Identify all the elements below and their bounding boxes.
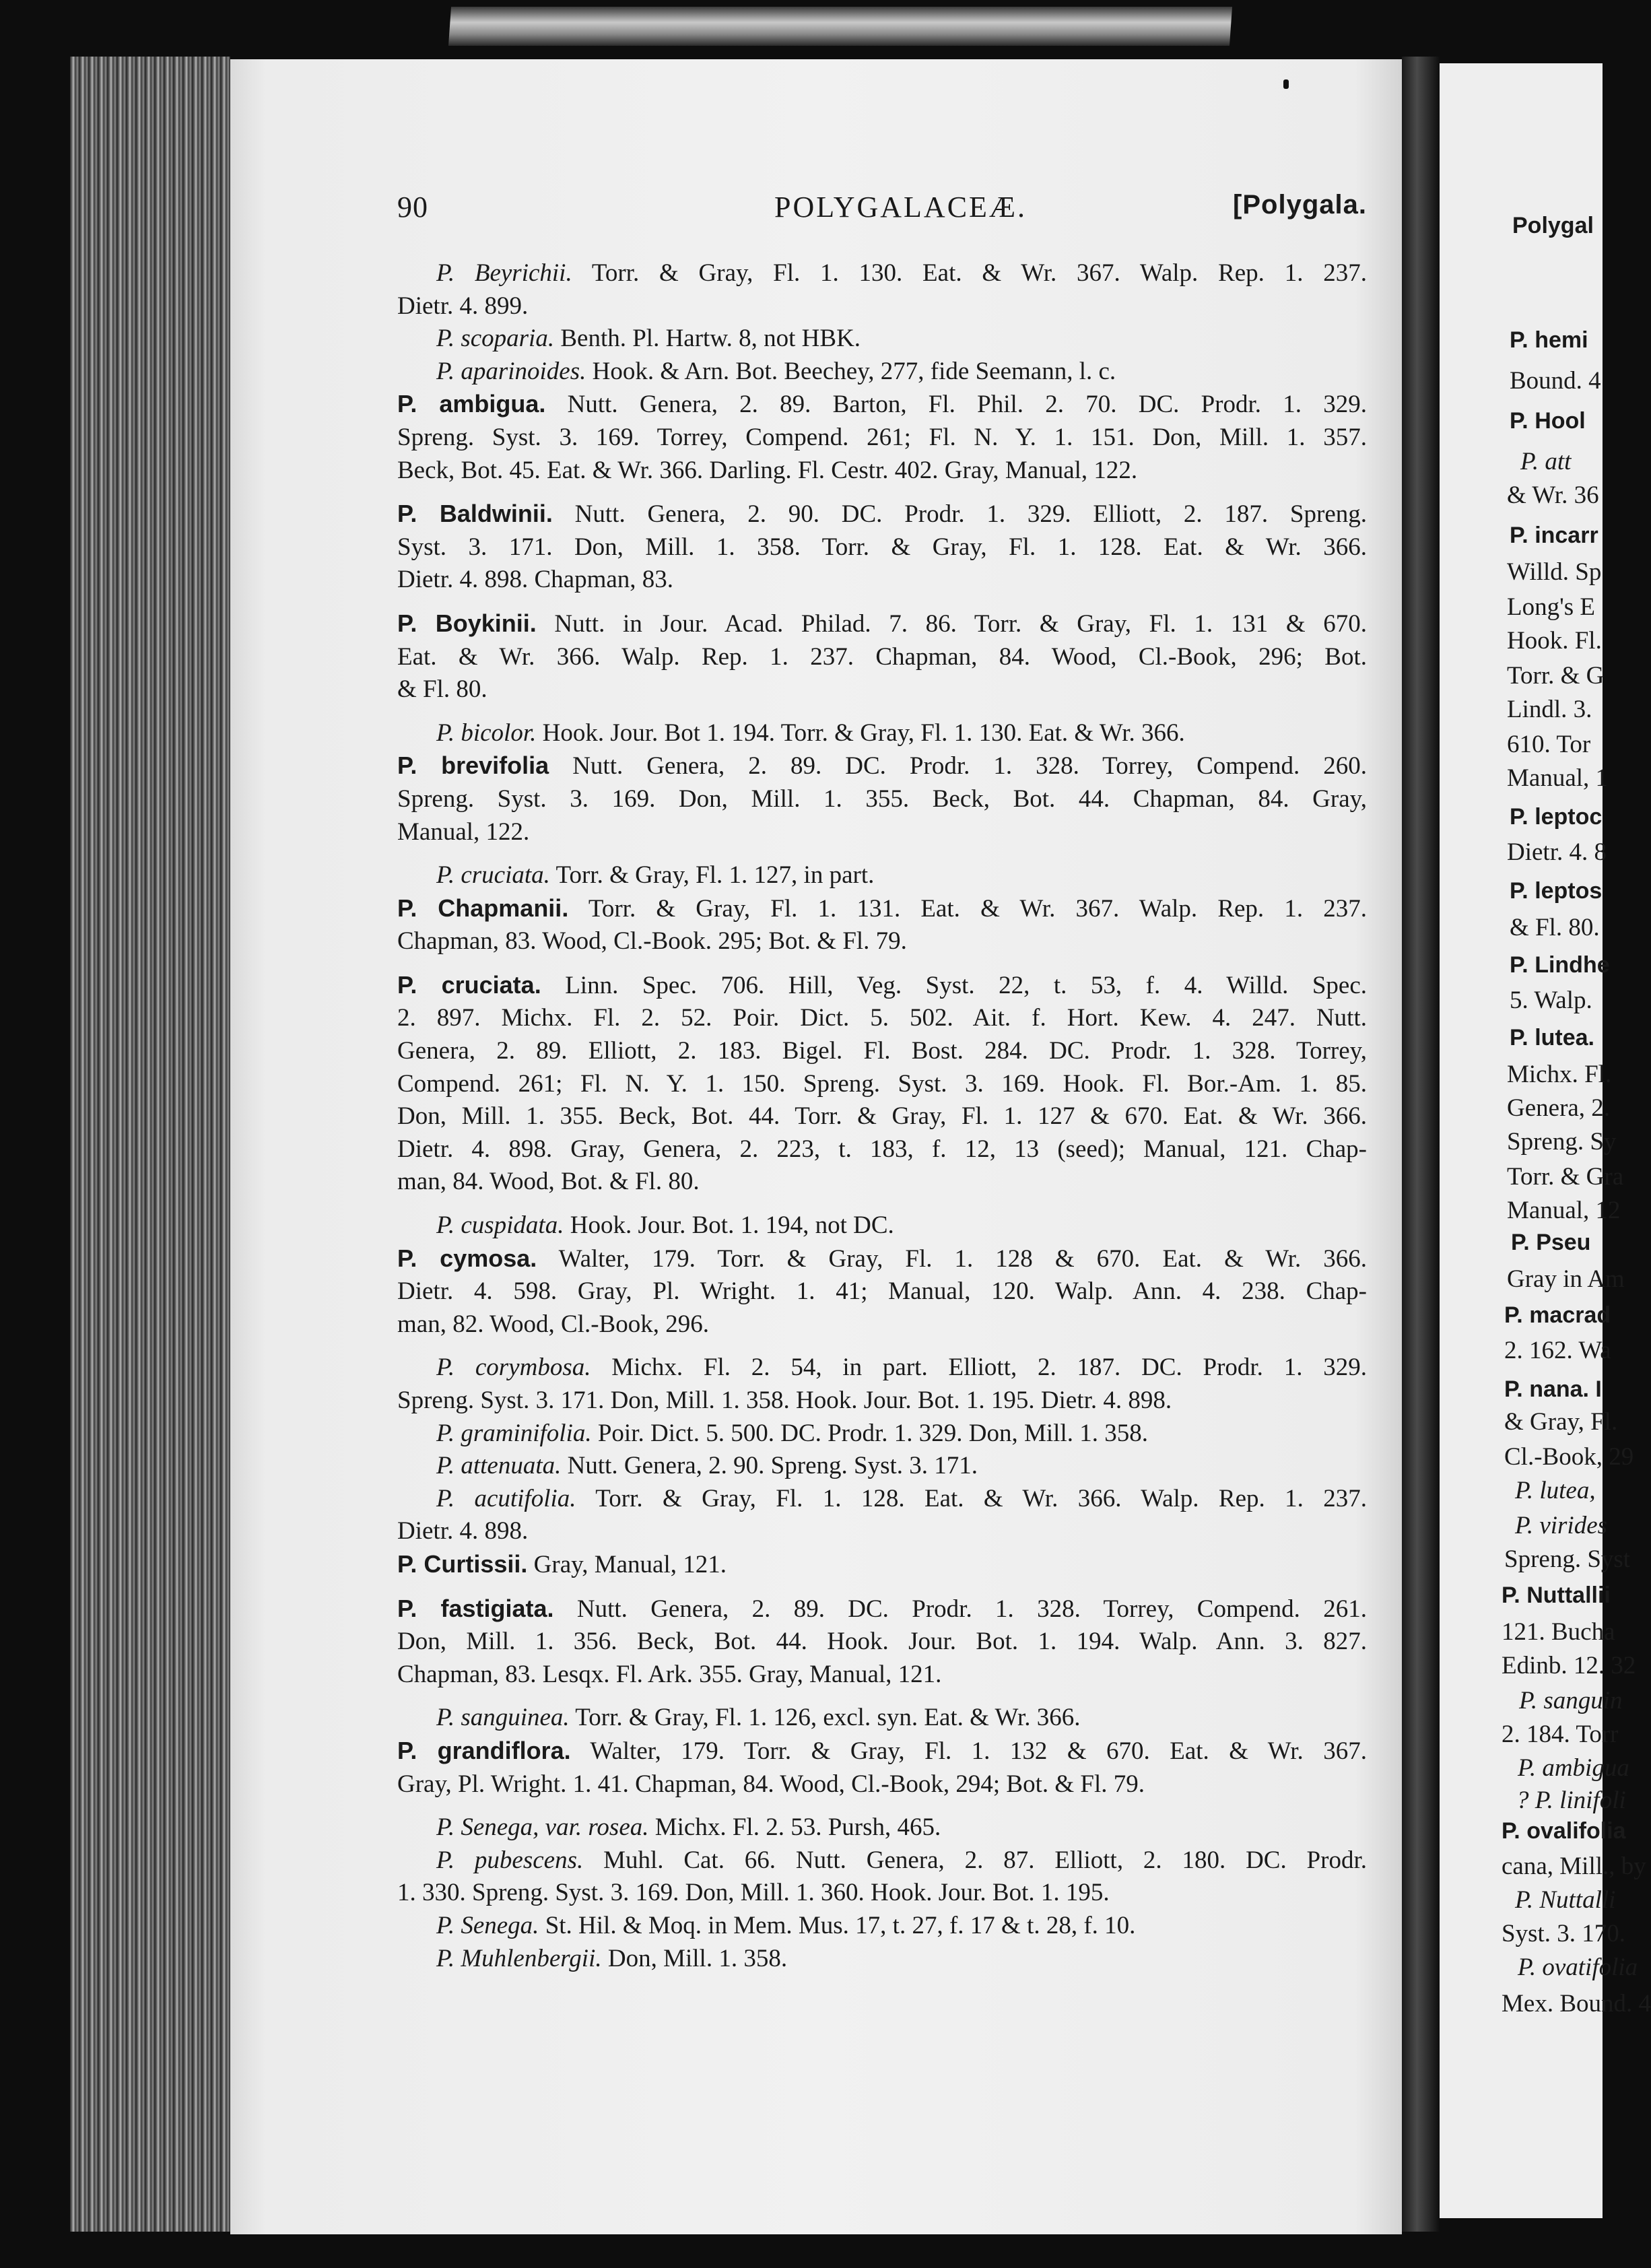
species-name: P. Boykinii.: [397, 609, 537, 637]
right-page-line: Hook. Fl.: [1507, 627, 1602, 655]
right-page-line: 121. Bucha: [1502, 1618, 1615, 1646]
text-line: Beck, Bot. 45. Eat. & Wr. 366. Darling. Fl. Cestr. 402. Gray, Manual, 122.: [397, 456, 1138, 484]
species-name: P. Senega, var. rosea.: [436, 1813, 649, 1842]
text-line: Manual, 122.: [397, 818, 530, 846]
species-entry: [397, 749, 1367, 848]
species-name: P. cruciata.: [397, 970, 541, 999]
species-name: P. bicolor.: [436, 719, 537, 747]
species-entry: [397, 1735, 1367, 1801]
text-line: P. cuspidata. Hook. Jour. Bot. 1. 194, not DC.: [436, 1211, 894, 1240]
right-page-line: 2. 184. Torr: [1502, 1721, 1619, 1748]
text-line: & Fl. 80.: [397, 675, 487, 704]
text-line: man, 84. Wood, Bot. & Fl. 80.: [397, 1168, 700, 1196]
right-page-line: Genera, 2.: [1507, 1094, 1611, 1122]
species-name: P. Curtissii.: [397, 1549, 528, 1578]
right-page-line: Dietr. 4. 8: [1507, 838, 1607, 866]
species-name: P. Muhlenbergii.: [436, 1944, 602, 1972]
species-name: P. cuspidata.: [436, 1211, 564, 1240]
right-page-line: Torr. & Gra: [1507, 1163, 1624, 1191]
running-head: [397, 190, 1367, 230]
species-name: P. Beyrichii.: [436, 259, 572, 287]
species-name: P. grandiflora.: [397, 1736, 571, 1764]
right-page-line: Long's E: [1507, 593, 1596, 621]
right-page-line: P. att: [1520, 448, 1572, 475]
right-page-line: Torr. & G: [1507, 662, 1605, 690]
right-page-line: Edinb. 12. 32: [1502, 1652, 1636, 1679]
right-page-line: 610. Tor: [1507, 731, 1591, 758]
text-line: Syst. 3. 171. Don, Mill. 1. 358. Torr. & Gray, Fl. 1. 128. Eat. & Wr. 366.: [397, 533, 1367, 561]
species-name: P. cymosa.: [397, 1244, 537, 1272]
species-name: P. fastigiata.: [397, 1594, 554, 1622]
text-line: P. acutifolia. Torr. & Gray, Fl. 1. 128. Eat. & Wr. 366. Walp. Rep. 1. 237.: [436, 1484, 1367, 1512]
species-entry: [397, 1242, 1367, 1341]
text-line: Spreng. Syst. 3. 169. Don, Mill. 1. 355. Beck, Bot. 44. Chapman, 84. Gray,: [397, 785, 1367, 813]
right-page-line: Lindl. 3.: [1507, 696, 1592, 723]
synonym-entry: [397, 1844, 1367, 1910]
text-line: P. cruciata. Linn. Spec. 706. Hill, Veg. Syst. 22, t. 53, f. 4. Willd. Spec.: [397, 970, 1367, 999]
text-line: P. Senega, var. rosea. Michx. Fl. 2. 53. Pursh, 465.: [436, 1813, 941, 1842]
synonym-entry: [397, 1811, 1367, 1844]
right-page-line: & Wr. 36: [1507, 481, 1599, 509]
text-line: P. brevifolia Nutt. Genera, 2. 89. DC. Prodr. 1. 328. Torrey, Compend. 260.: [397, 752, 1367, 780]
text-line: P. Senega. St. Hil. & Moq. in Mem. Mus. 17, t. 27, f. 17 & t. 28, f. 10.: [436, 1911, 1136, 1939]
right-page-line: P. hemi: [1510, 327, 1588, 353]
species-name: P. acutifolia.: [436, 1484, 576, 1512]
text-line: Don, Mill. 1. 355. Beck, Bot. 44. Torr. & Gray, Fl. 1. 127 & 670. Eat. & Wr. 366.: [397, 1102, 1367, 1131]
synonym-entry: [397, 356, 1367, 389]
right-page-line: P. sanguin: [1519, 1687, 1623, 1714]
text-line: Eat. & Wr. 366. Walp. Rep. 1. 237. Chapman, 84. Wood, Cl.-Book, 296; Bot.: [397, 642, 1367, 671]
right-page-running-head: Polygal: [1512, 213, 1594, 238]
right-page-line: P. nana. I: [1504, 1376, 1602, 1402]
synonym-entry: [397, 323, 1367, 356]
text-line: P. graminifolia. Poir. Dict. 5. 500. DC. Prodr. 1. 329. Don, Mill. 1. 358.: [436, 1419, 1148, 1447]
species-entry: [397, 498, 1367, 597]
right-page-line: ? P. linifoli: [1516, 1787, 1626, 1814]
page-number: 90: [397, 191, 428, 224]
species-name: P. aparinoides.: [436, 357, 586, 385]
text-line: P. sanguinea. Torr. & Gray, Fl. 1. 126, excl. syn. Eat. & Wr. 366.: [436, 1704, 1081, 1732]
right-page-line: 2. 162. Wa: [1504, 1337, 1611, 1364]
synonym-entry: [397, 859, 1367, 892]
text-line: P. Boykinii. Nutt. in Jour. Acad. Philad. 7. 86. Torr. & Gray, Fl. 1. 131 & 670.: [397, 609, 1368, 638]
right-page-line: Syst. 3. 170.: [1502, 1920, 1626, 1947]
species-entry: [397, 1548, 1367, 1582]
synonym-entry: [397, 1943, 1367, 1976]
text-line: P. grandiflora. Walter, 179. Torr. & Gray, Fl. 1. 132 & 670. Eat. & Wr. 367.: [397, 1736, 1367, 1765]
text-line: P. ambigua. Nutt. Genera, 2. 89. Barton, Fl. Phil. 2. 70. DC. Prodr. 1. 329.: [397, 390, 1367, 419]
section-title: [Polygala.: [1233, 190, 1367, 220]
text-line: Chapman, 83. Wood, Cl.-Book. 295; Bot. & Fl. 79.: [397, 927, 907, 956]
right-page-line: P. leptos: [1510, 878, 1603, 904]
text-line: P. Beyrichii. Torr. & Gray, Fl. 1. 130. Eat. & Wr. 367. Walp. Rep. 1. 237.: [436, 259, 1367, 287]
synonym-entry: [397, 1450, 1367, 1483]
species-entry: [397, 388, 1367, 487]
right-page-line: Spreng. Sy: [1507, 1128, 1617, 1156]
synonym-entry: [397, 1483, 1367, 1548]
species-name: P. Baldwinii.: [397, 500, 553, 528]
book-page-right: [1440, 63, 1651, 2218]
right-page-line: P. leptoc: [1510, 804, 1603, 830]
synonym-entry: [397, 257, 1367, 323]
page-edges: [70, 57, 230, 2232]
text-line: 1. 330. Spreng. Syst. 3. 169. Don, Mill. 1. 360. Hook. Jour. Bot. 1. 195.: [397, 1879, 1110, 1907]
text-line: P. Muhlenbergii. Don, Mill. 1. 358.: [436, 1944, 788, 1972]
species-name: P. Chapmanii.: [397, 894, 569, 922]
right-page-line: P. virides: [1515, 1512, 1608, 1539]
book-gutter: [1402, 57, 1440, 2232]
text-line: Chapman, 83. Lesqx. Fl. Ark. 355. Gray, Manual, 121.: [397, 1660, 942, 1688]
text-line: P. attenuata. Nutt. Genera, 2. 90. Spreng. Syst. 3. 171.: [436, 1452, 978, 1480]
right-page-line: Manual, 1: [1507, 764, 1609, 792]
species-name: P. attenuata.: [436, 1452, 562, 1480]
synonym-entry: [397, 1418, 1367, 1450]
text-line: P. scoparia. Benth. Pl. Hartw. 8, not HBK.: [436, 325, 861, 353]
right-page-line: P. ovatifolia: [1518, 1954, 1638, 1981]
text-line: P. pubescens. Muhl. Cat. 66. Nutt. Genera, 2. 87. Elliott, 2. 180. DC. Prodr.: [436, 1846, 1367, 1874]
species-name: P. brevifolia: [397, 752, 549, 780]
species-name: P. graminifolia.: [436, 1419, 592, 1447]
species-name: P. ambigua.: [397, 390, 546, 418]
text-line: P. cruciata. Torr. & Gray, Fl. 1. 127, in part.: [436, 861, 875, 890]
text-line: P. corymbosa. Michx. Fl. 2. 54, in part. Elliott, 2. 187. DC. Prodr. 1. 329.: [436, 1354, 1367, 1382]
text-line: Dietr. 4. 598. Gray, Pl. Wright. 1. 41; Manual, 120. Walp. Ann. 4. 238. Chap-: [397, 1277, 1367, 1306]
right-page-line: P. Hool: [1510, 408, 1586, 434]
text-column: [397, 257, 1367, 1975]
right-page-line: Willd. Sp: [1507, 558, 1602, 586]
species-name: P. pubescens.: [436, 1846, 584, 1874]
text-line: Dietr. 4. 899.: [397, 292, 529, 320]
right-page-line: cana, Mill., by: [1502, 1853, 1646, 1880]
right-page-line: Bound. 4: [1510, 367, 1601, 395]
text-line: P. Chapmanii. Torr. & Gray, Fl. 1. 131. Eat. & Wr. 367. Walp. Rep. 1. 237.: [397, 894, 1367, 923]
right-page-line: 5. Walp.: [1510, 987, 1592, 1014]
text-line: Dietr. 4. 898.: [397, 1517, 529, 1545]
synonym-entry: [397, 717, 1367, 750]
right-page-line: Spreng. Syst: [1504, 1545, 1631, 1573]
species-entry: [397, 1593, 1367, 1692]
right-page-line: P. ovalifolia: [1502, 1818, 1626, 1844]
text-line: Spreng. Syst. 3. 171. Don, Mill. 1. 358. Hook. Jour. Bot. 1. 195. Dietr. 4. 898.: [397, 1387, 1172, 1414]
text-line: P. aparinoides. Hook. & Arn. Bot. Beechey, 277, fide Seemann, l. c.: [436, 357, 1116, 385]
species-name: P. scoparia.: [436, 325, 555, 353]
ink-mark: [1283, 79, 1289, 89]
right-page-line: P. incarr: [1510, 523, 1598, 548]
species-entry: [397, 607, 1367, 706]
right-page-line: Gray in Am: [1507, 1265, 1625, 1293]
right-page-line: P. Lindhe: [1510, 952, 1610, 978]
text-line: Genera, 2. 89. Elliott, 2. 183. Bigel. Fl. Bost. 284. DC. Prodr. 1. 328. Torrey,: [397, 1037, 1367, 1065]
right-page-line: P. ambigua: [1518, 1754, 1629, 1782]
text-line: P. Curtissii. Gray, Manual, 121.: [397, 1549, 727, 1578]
right-page-line: P. Nuttallii: [1502, 1582, 1611, 1608]
synonym-entry: [397, 1910, 1367, 1943]
species-name: P. cruciata.: [436, 861, 550, 890]
synonym-entry: [397, 1702, 1367, 1735]
species-name: P. corymbosa.: [436, 1354, 591, 1382]
species-entry: [397, 892, 1367, 958]
text-line: P. fastigiata. Nutt. Genera, 2. 89. DC. Prodr. 1. 328. Torrey, Compend. 261.: [397, 1594, 1368, 1623]
text-line: 2. 897. Michx. Fl. 2. 52. Poir. Dict. 5. 502. Ait. f. Hort. Kew. 4. 247. Nutt.: [397, 1004, 1367, 1032]
text-line: P. bicolor. Hook. Jour. Bot 1. 194. Torr. & Gray, Fl. 1. 130. Eat. & Wr. 366.: [436, 719, 1185, 747]
right-page-line: Michx. Fl.: [1507, 1061, 1612, 1088]
right-page-line: Manual, 12: [1507, 1197, 1621, 1224]
text-line: P. Baldwinii. Nutt. Genera, 2. 90. DC. Prodr. 1. 329. Elliott, 2. 187. Spreng.: [397, 500, 1367, 529]
species-entry: [397, 969, 1367, 1199]
right-page-line: Cl.-Book, 29: [1504, 1443, 1634, 1471]
synonym-entry: [397, 1352, 1367, 1417]
text-line: man, 82. Wood, Cl.-Book, 296.: [397, 1310, 709, 1338]
right-page-line: P. macrad: [1504, 1302, 1611, 1328]
right-page-line: & Gray, Fl.: [1504, 1408, 1618, 1436]
book-top-edge: [448, 7, 1232, 46]
text-line: Compend. 261; Fl. N. Y. 1. 150. Spreng. Syst. 3. 169. Hook. Fl. Bor.-Am. 1. 85.: [397, 1069, 1367, 1098]
text-line: Gray, Pl. Wright. 1. 41. Chapman, 84. Wood, Cl.-Book, 294; Bot. & Fl. 79.: [397, 1770, 1145, 1798]
right-page-line: P. lutea,: [1515, 1477, 1596, 1504]
text-line: P. cymosa. Walter, 179. Torr. & Gray, Fl. 1. 128 & 670. Eat. & Wr. 366.: [397, 1244, 1367, 1273]
right-page-line: P. Pseu: [1511, 1230, 1591, 1255]
text-line: Dietr. 4. 898. Chapman, 83.: [397, 566, 674, 594]
synonym-entry: [397, 1209, 1367, 1242]
species-name: P. Senega.: [436, 1911, 539, 1939]
text-line: Spreng. Syst. 3. 169. Torrey, Compend. 261; Fl. N. Y. 1. 151. Don, Mill. 1. 357.: [397, 423, 1367, 451]
text-line: Dietr. 4. 898. Gray, Genera, 2. 223, t. 183, f. 12, 13 (seed); Manual, 121. Chap-: [397, 1135, 1367, 1163]
text-line: Don, Mill. 1. 356. Beck, Bot. 44. Hook. Jour. Bot. 1. 194. Walp. Ann. 3. 827.: [397, 1628, 1367, 1656]
right-page-line: & Fl. 80.: [1510, 914, 1600, 941]
species-name: P. sanguinea.: [436, 1704, 570, 1732]
right-page-line: P. lutea.: [1510, 1025, 1594, 1050]
right-page-line: P. Nuttalli: [1515, 1886, 1616, 1914]
right-page-line: Mex. Bound. 4: [1502, 1990, 1651, 2017]
chapter-title: POLYGALACEÆ.: [774, 191, 1027, 224]
